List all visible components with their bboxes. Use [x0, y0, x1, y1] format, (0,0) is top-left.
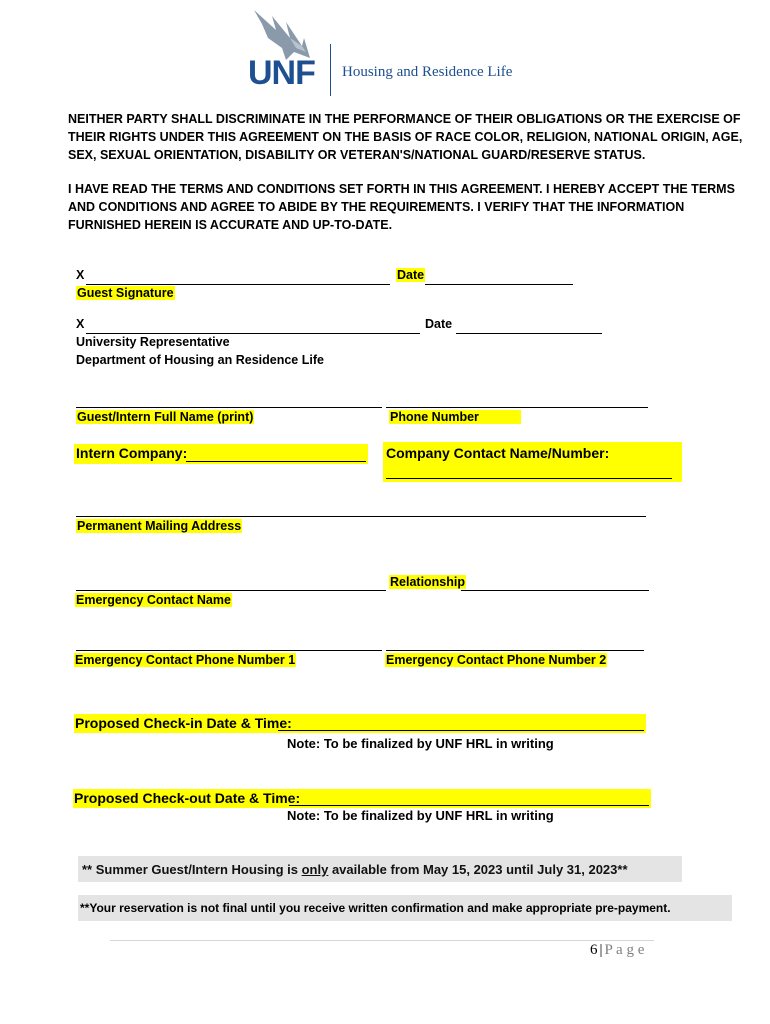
guest-signature-label: Guest Signature	[77, 286, 174, 300]
relationship-line[interactable]	[461, 590, 649, 591]
page-number: 6	[590, 942, 598, 958]
university-rep-label: University Representative	[76, 335, 230, 349]
checkout-note: Note: To be finalized by UNF HRL in writing	[287, 808, 554, 823]
page-separator: |	[599, 942, 603, 958]
emergency-name-line[interactable]	[76, 590, 386, 591]
mailing-address-line[interactable]	[76, 516, 646, 517]
logo-divider	[330, 44, 331, 96]
university-date-line[interactable]	[456, 333, 602, 334]
department-label: Department of Housing an Residence Life	[76, 353, 324, 367]
summer-notice-suffix: available from May 15, 2023 until July 31, 2023**	[328, 862, 628, 877]
guest-name-line[interactable]	[76, 407, 382, 408]
guest-signature-line[interactable]	[86, 284, 390, 285]
checkout-label: Proposed Check-out Date & Time:	[74, 790, 301, 806]
checkin-field[interactable]	[74, 714, 646, 733]
university-signature-x: X	[76, 317, 85, 331]
guest-name-label: Guest/Intern Full Name (print)	[77, 410, 254, 424]
emergency-phone-2-label: Emergency Contact Phone Number 2	[386, 653, 607, 667]
company-contact-label: Company Contact Name/Number:	[386, 445, 610, 461]
unf-logo	[246, 8, 326, 92]
university-date-label: Date	[425, 317, 453, 331]
checkout-line	[289, 805, 649, 806]
page-footer	[590, 942, 644, 959]
checkin-note: Note: To be finalized by UNF HRL in writing	[287, 736, 554, 751]
summer-availability-notice	[78, 856, 682, 882]
intern-company-line	[186, 461, 366, 462]
page-word: P a g e	[604, 942, 645, 958]
emergency-phone-1-label: Emergency Contact Phone Number 1	[75, 653, 296, 667]
company-contact-field[interactable]	[383, 442, 682, 482]
department-name: Housing and Residence Life	[342, 64, 513, 80]
reservation-notice-text: **Your reservation is not final until you receive written confirmation and make appropriate pre-payment.	[80, 901, 671, 915]
nondiscrimination-paragraph: NEITHER PARTY SHALL DISCRIMINATE IN THE PERFORMANCE OF THEIR OBLIGATIONS OR THE EXERCISE OF THEIR RIGHTS UNDER THIS AGREEMENT ON THE BASIS OF RACE COLOR, RELIGION, NATIONAL ORIGIN, AGE, SEX, SEXUAL ORIENTATION, DISABILITY OR VETERAN'S/NATIONAL GUARD/RESERVE STATUS.	[68, 112, 743, 162]
guest-date-label: Date	[397, 268, 425, 282]
acceptance-paragraph: I HAVE READ THE TERMS AND CONDITIONS SET FORTH IN THIS AGREEMENT. I HEREBY ACCEPT THE TERMS AND CONDITIONS AND AGREE TO ABIDE BY THE REQUIREMENTS. I VERIFY THAT THE INFORMATION FURNISHED HEREIN IS ACCURATE AND UP-TO-DATE.	[68, 182, 735, 232]
checkin-label: Proposed Check-in Date & Time:	[75, 715, 292, 731]
intern-company-field[interactable]	[74, 444, 368, 464]
intern-company-label: Intern Company:	[76, 445, 188, 461]
mailing-address-label: Permanent Mailing Address	[77, 519, 242, 533]
university-signature-line[interactable]	[86, 333, 420, 334]
logo-text: UNF	[248, 54, 315, 92]
summer-notice-only: only	[301, 862, 329, 877]
phone-line[interactable]	[386, 407, 648, 408]
emergency-name-label: Emergency Contact Name	[76, 593, 231, 607]
relationship-label: Relationship	[390, 575, 466, 589]
guest-signature-x: X	[76, 268, 85, 282]
company-contact-line	[386, 478, 672, 479]
summer-notice-prefix: ** Summer Guest/Intern Housing is	[82, 862, 302, 877]
checkout-field[interactable]	[73, 789, 651, 808]
phone-label: Phone Number	[389, 410, 521, 424]
guest-date-line[interactable]	[425, 284, 573, 285]
checkin-line	[278, 730, 644, 731]
footer-rule	[110, 940, 654, 941]
reservation-notice	[78, 895, 732, 921]
emergency-phone-1-line[interactable]	[76, 650, 382, 651]
emergency-phone-2-line[interactable]	[386, 650, 644, 651]
